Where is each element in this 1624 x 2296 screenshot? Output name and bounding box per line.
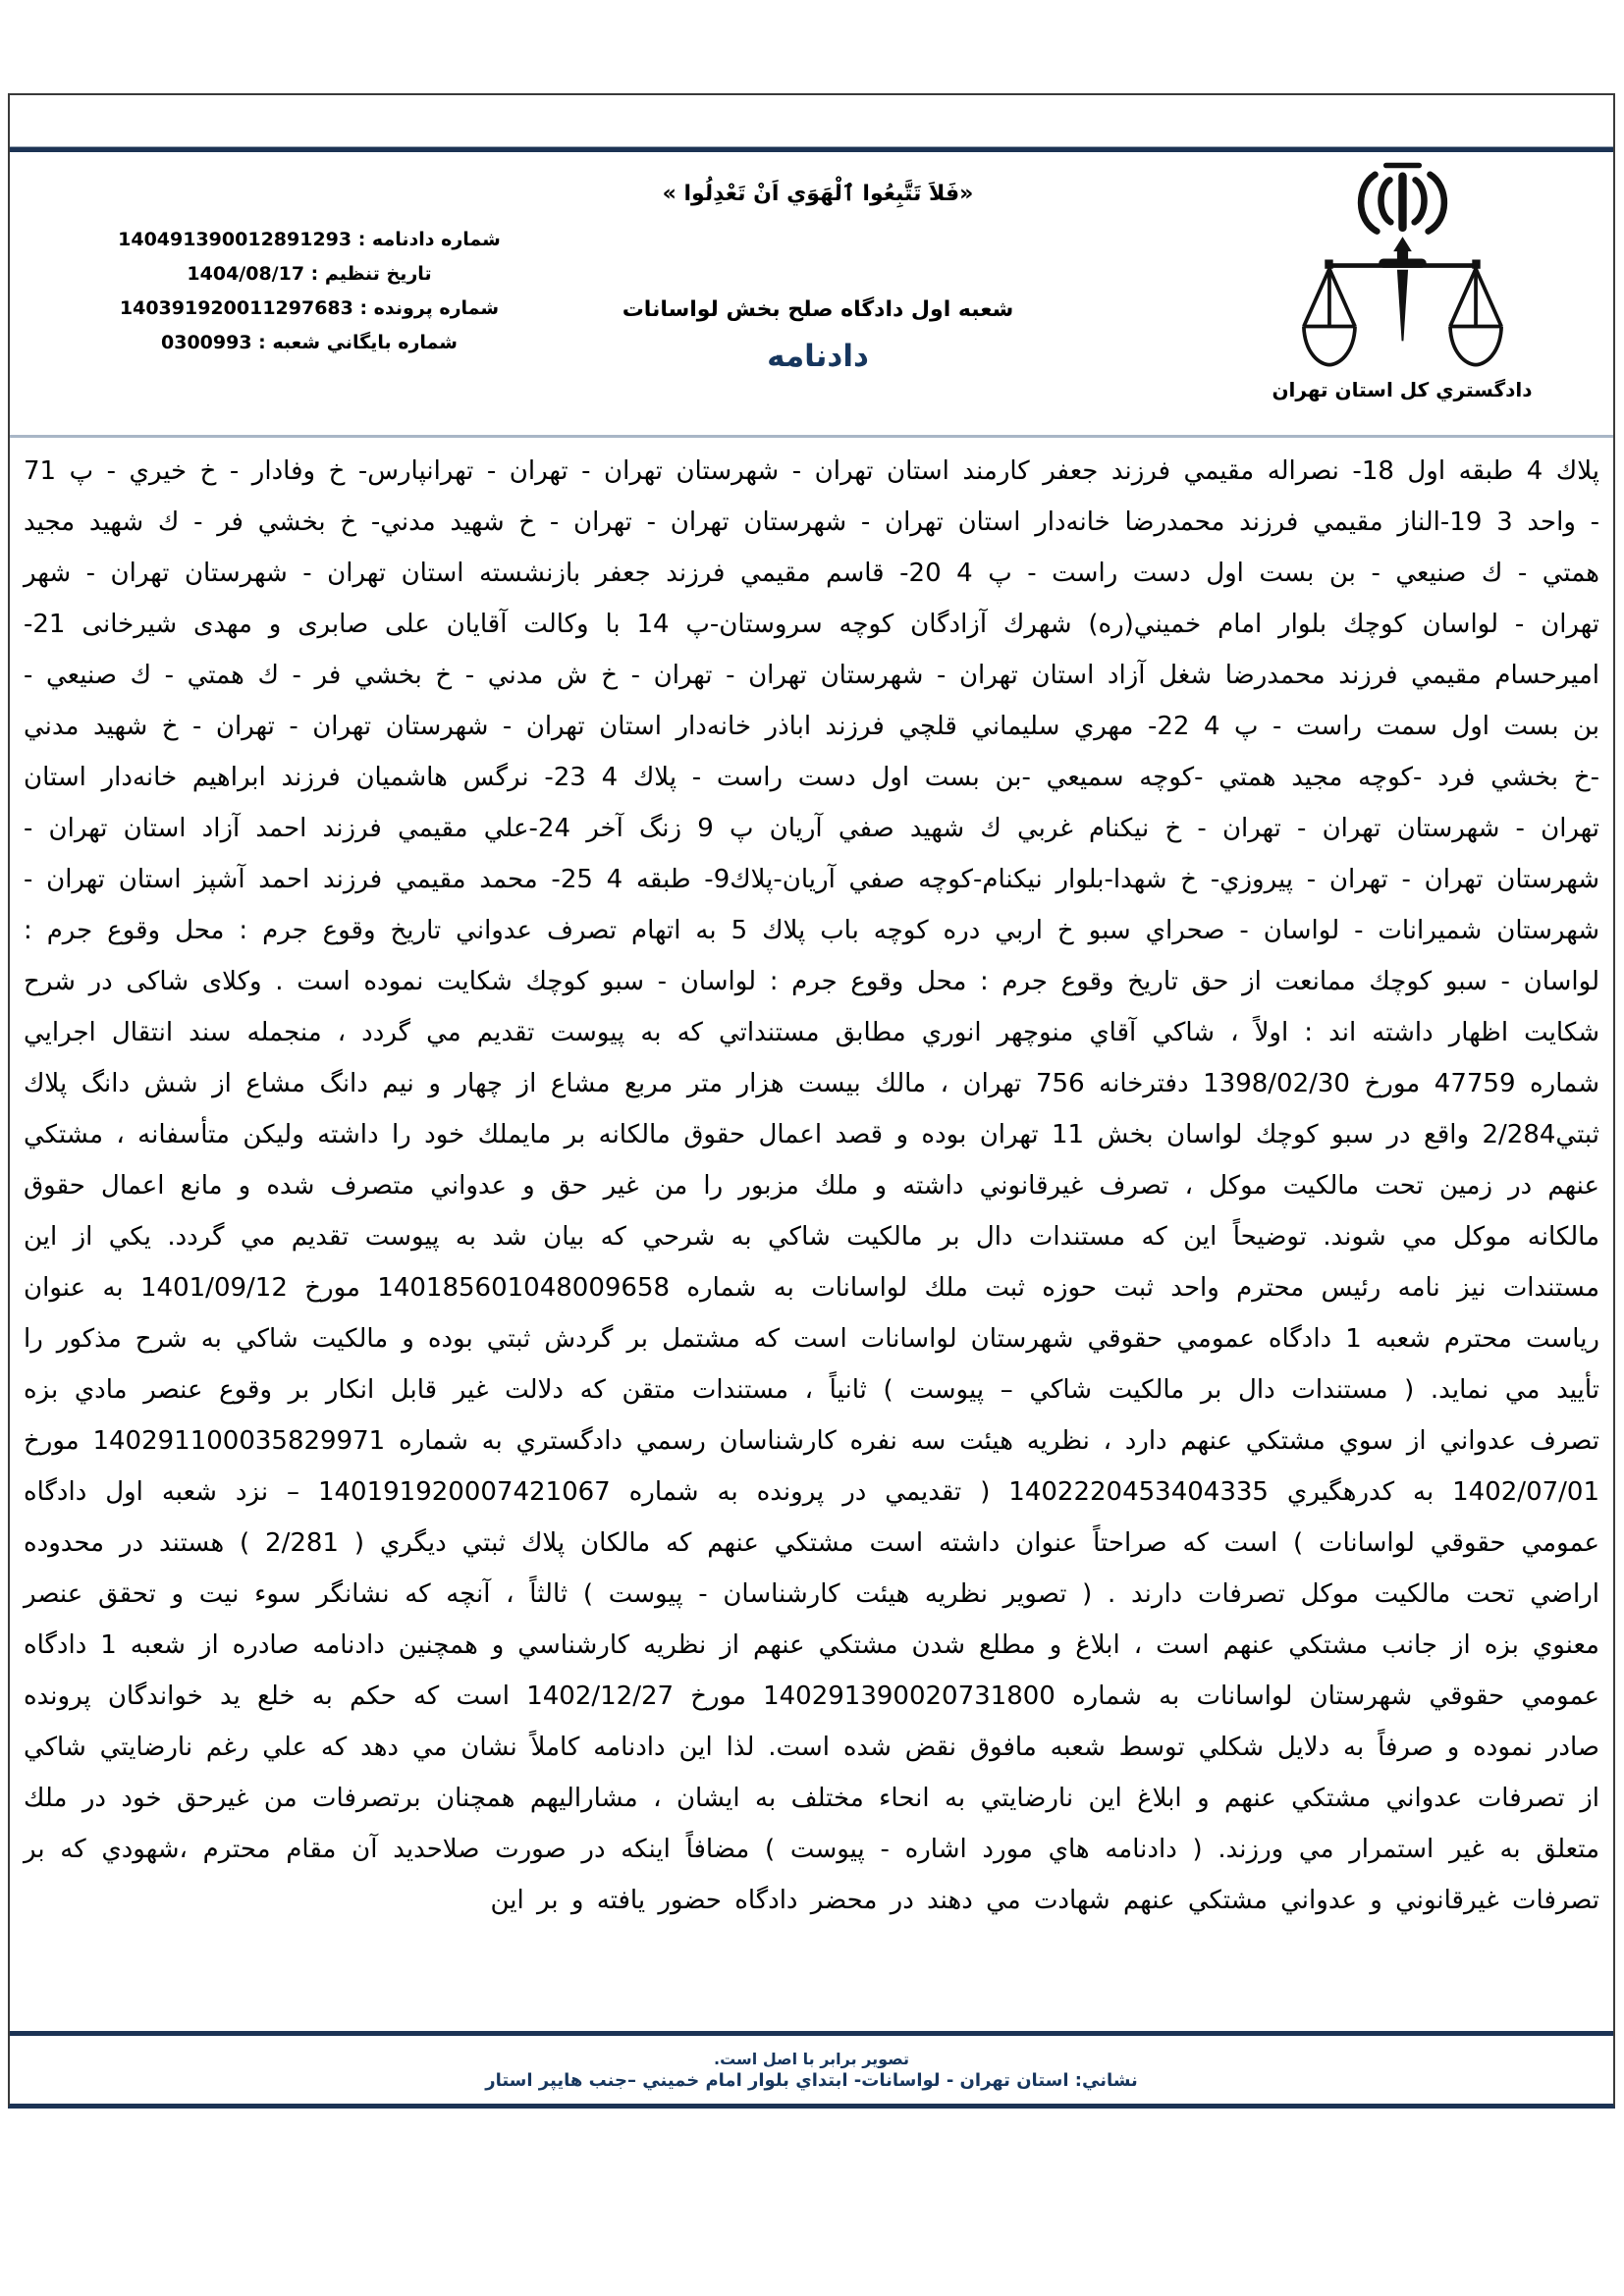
court-address: نشاني: استان تهران - لواسانات- ابتداي بلوار امام خميني –جنب هايپر استار [485, 2069, 1138, 2091]
court-branch-title: شعبه اول دادگاه صلح بخش لواسانات [622, 297, 1014, 322]
header-top-spacer [10, 95, 1613, 146]
justice-department-name: دادگستري كل استان تهران [1272, 378, 1533, 401]
document-title: دادنامه [767, 339, 869, 374]
document-header [10, 152, 1613, 435]
copy-certification-note: تصوير برابر با اصل است. [714, 2049, 909, 2068]
judgment-body-text: پلاك 4 طبقه اول 18- نصراله مقيمي فرزند جعفر كارمند استان تهران - شهرستان تهران - تهران - تهرانپارس- خ وفادار - خ خيري - پ 71 - واحد 3 19-الناز مقيمي فرزند محمدرضا خانه‌دار استان تهران - شهرستان تهران - تهران - خ شهيد مدني- خ بخشي فر - ك شهيد مجيد همتي - ك صنيعي - بن بست اول دست راست - پ 4 20- قاسم مقيمي فرزند جعفر بازنشسته استان تهران - شهرستان تهران - شهر تهران - لواسان كوچك بلوار امام خميني(ره) شهرك آزادگان كوچه سروستان-پ 14 با وكالت آقايان علی صابری و مهدی شيرخانی 21- اميرحسام مقيمي فرزند محمدرضا شغل آزاد استان تهران - شهرستان تهران - تهران - خ ش مدني - خ بخشي فر - ك همتي - ك صنيعي - بن بست اول سمت راست - پ 4 22- مهري سليماني قلچي فرزند اباذر خانه‌دار استان تهران - شهرستان تهران - تهران - خ شهيد مدني -خ بخشي فرد -كوچه مجيد همتي -كوچه سميعي -بن بست اول دست راست - پلاك 4 23- نرگس هاشميان فرزند ابراهيم خانه‌دار استان تهران - شهرستان تهران - تهران - خ نيكنام غربي ك شهيد صفي آريان پ 9 زنگ آخر 24-علي مقيمي فرزند احمد آزاد استان تهران - شهرستان تهران - تهران - پيروزي- خ شهدا-بلوار نيكنام-كوچه صفي آريان-پلاك9- طبقه 4 25- محمد مقيمي فرزند احمد آشپز استان تهران - شهرستان شميرانات - لواسان - صحراي سبو خ اربي دره كوچه باب پلاك 5 به اتهام تصرف عدواني تاريخ وقوع جرم : محل وقوع جرم : لواسان - سبو كوچك ممانعت از حق تاريخ وقوع جرم : محل وقوع جرم : لواسان - سبو كوچك شكايت نموده است . وكلای شاكی در شرح شكايت اظهار داشته اند : اولاً ، شاكي آقاي منوچهر انوري مطابق مستنداتي كه به پيوست تقديم مي گردد ، منجمله سند انتقال اجرايي شماره 47759 مورخ 1398/02/30 دفترخانه 756 تهران ، مالك بيست هزار متر مربع مشاع از چهار و نيم دانگ مشاع از شش دانگ پلاك ثبتي2/284 واقع در سبو كوچك لواسان بخش 11 تهران بوده و قصد اعمال حقوق مالكانه بر مايملك خود را داشته وليكن متأسفانه ، مشتكي عنهم در زمين تحت مالكيت موكل ، تصرف غيرقانوني داشته و ملك مزبور را من غير حق و عدواني متصرف شده و مانع اعمال حقوق مالكانه موكل مي شوند. توضيحاً اين كه مستندات دال بر مالكيت شاكي به شرحي كه بيان شد به پيوست تقديم مي گردد. يكي از اين مستندات نيز نامه رئيس محترم واحد ثبت حوزه ثبت ملك لواسانات به شماره 140185601048009658 مورخ 1401/09/12 به عنوان رياست محترم شعبه 1 دادگاه عمومي حقوقي شهرستان لواسانات است كه مشتمل بر گردش ثبتي بوده و مالكيت شاكي به شرح مذكور را تأييد مي نمايد. ( مستندات دال بر مالكيت شاكي – پيوست ) ثانياً ، مستندات متقن كه دلالت غير قابل انكار بر وقوع عنصر مادي بزه تصرف عدواني از سوي مشتكي عنهم دارد ، نظريه هيئت سه نفره كارشناسان رسمي دادگستري به شماره 140291100035829971 مورخ 1402/07/01 به كدرهگيري 1402220453404335 ( تقديمي در پرونده به شماره 140191920007421067 – نزد شعبه اول دادگاه عمومي حقوقي لواسانات ) است كه صراحتاً عنوان داشته است مشتكي عنهم كه مالكان پلاك ثبتي ديگري ( 2/281 ) هستند در محدوده اراضي تحت مالكيت موكل تصرفات دارند . ( تصوير نظريه هيئت كارشناسان - پيوست ) ثالثاً ، آنچه كه نشانگر سوء نيت و تحقق عنصر معنوي بزه از جانب مشتكي عنهم است ، ابلاغ و مطلع شدن مشتكي عنهم از نظريه كارشناسي و همچنين دادنامه صادره از شعبه 1 دادگاه عمومي حقوقي شهرستان لواسانات به شماره 140291390020731800 مورخ 1402/12/27 است كه حكم به خلع يد خواندگان پرونده صادر نموده و صرفاً به دلايل شكلي توسط شعبه مافوق نقض شده است. لذا اين دادنامه كاملاً نشان مي دهد كه علي رغم نارضايتي شاكي از تصرفات عدواني مشتكي عنهم و ابلاغ اين نارضايتي به انحاء مختلف به ايشان ، مشاراليهم همچنان برتصرفات من غيرحق خود در ملك متعلق به غير استمرار مي ورزند. ( دادنامه هاي مورد اشاره - پيوست ) مضافاً اينكه در صورت صلاحديد آن مقام محترم ،شهودي كه بر تصرفات غيرقانوني و عدواني مشتكي عنهم شهادت مي دهند در محضر دادگاه حضور يافته و بر اين [24, 456, 1600, 1915]
judiciary-logo-block [1245, 156, 1559, 401]
quranic-verse: «فَلاَ تَتَّبِعُوا ٱلْهَوَي اَنْ تَعْدِلُوا » [662, 182, 974, 206]
justice-scales-emblem-icon [1245, 156, 1559, 376]
case-number: شماره پرونده : 140391920011297683 [119, 297, 500, 319]
judgment-body-section [10, 438, 1613, 2031]
judgment-number: شماره دادنامه : 140491390012891293 [118, 229, 501, 250]
document-frame [8, 93, 1615, 2109]
document-footer [10, 2031, 1613, 2104]
case-meta-block [79, 223, 540, 360]
issue-date: تاريخ تنظيم : 1404/08/17 [187, 263, 432, 285]
branch-archive-number: شماره بايگاني شعبه : 0300993 [161, 332, 458, 353]
